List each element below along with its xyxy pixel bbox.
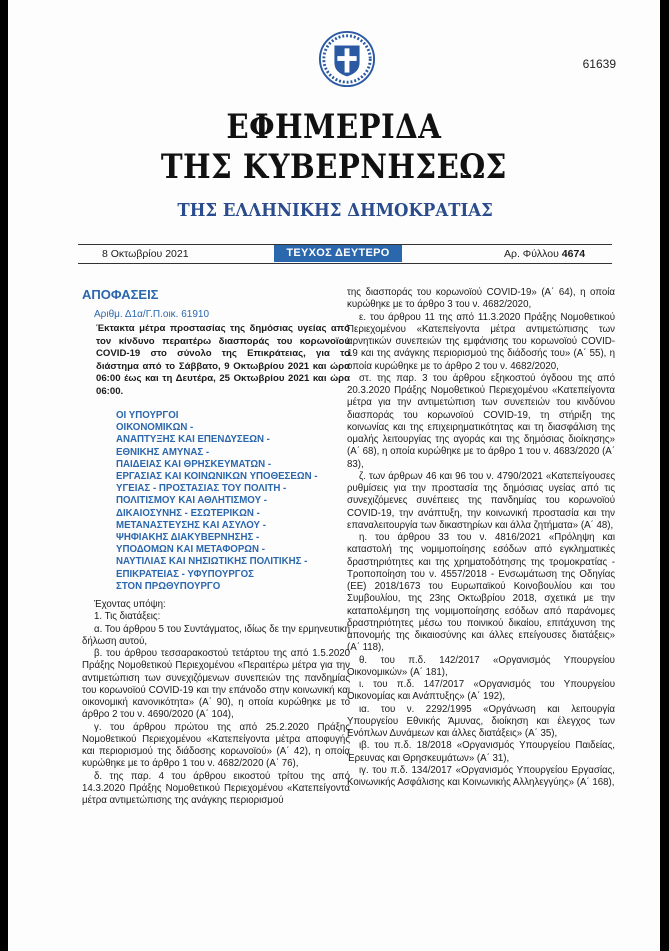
body-paragraph: ζ. των άρθρων 46 και 96 του ν. 4790/2021 «Κατεπείγουσες ρυθμίσεις για την προστασία της δημόσιας υγείας από τις συνεχιζόμενες συνέπειες της πανδημίας του κορωνοϊού COVID-19, την ανάπτυξη, την κοινωνική προστασία και την επαναλειτουργία των δικαστηρίων και άλλα ζητήματα» (Α΄ 48), [347, 470, 615, 531]
minister-line: ΕΘΝΙΚΗΣ ΑΜΥΝΑΣ - [116, 446, 210, 458]
body-paragraph: ια. του ν. 2292/1995 «Οργάνωση και λειτουργία Υπουργείου Εθνικής Άμυνας, διοίκηση και έλεγχος των Ενόπλων Δυνάμεων και άλλες διατάξεις» (Α΄ 35), [347, 703, 615, 739]
issue-label: ΤΕΥΧΟΣ ΔΕΥΤΕΡΟ [274, 245, 402, 262]
masthead-subtitle: ΤΗΣ ΕΛΛΗΝΙΚΗΣ ΔΗΜΟΚΡΑΤΙΑΣ [177, 200, 493, 221]
greek-coat-of-arms-icon [318, 30, 376, 88]
body-paragraph: στ. της παρ. 3 του άρθρου εξηκοστού όγδοου της από 20.3.2020 Πράξης Νομοθετικού Περιεχομένου «Κατεπείγοντα μέτρα για την αντιμετώπιση των συνεπειών του κινδύνου διασποράς του κορωνοϊού COVID-19, τη στήριξη της κοινωνίας και της επιχειρηματικότητας και τη διασφάλιση της ομαλής λειτουργίας της αγοράς και της δημόσιας διοίκησης» (Α΄ 68), η οποία κυρώθηκε με το άρθρο 1 του ν. 4683/2020 (Α΄ 83), [347, 372, 615, 470]
minister-line: ΑΝΑΠΤΥΞΗΣ ΚΑΙ ΕΠΕΝΔΥΣΕΩΝ - [116, 434, 270, 446]
page-number: 61639 [582, 57, 616, 71]
minister-line: ΨΗΦΙΑΚΗΣ ΔΙΑΚΥΒΕΡΝΗΣΗΣ - [116, 532, 260, 544]
issue-date: 8 Οκτωβρίου 2021 [102, 248, 189, 260]
minister-line: ΠΑΙΔΕΙΑΣ ΚΑΙ ΘΡΗΣΚΕΥΜΑΤΩΝ - [116, 458, 272, 470]
minister-line: ΜΕΤΑΝΑΣΤΕΥΣΗΣ ΚΑΙ ΑΣΥΛΟΥ - [116, 519, 266, 531]
section-title: ΑΠΟΦΑΣΕΙΣ [82, 287, 159, 302]
sheet-number [504, 248, 585, 260]
body-paragraph: γ. του άρθρου πρώτου της από 25.2.2020 Πράξης Νομοθετικού Περιεχομένου «Κατεπείγοντα μέτρα αποφυγής και περιορισμού της διάδοσης κορωνοϊού» (Α΄ 42), η οποία κυρώθηκε με το άρθρο 1 του ν. 4682/2020 (Α΄ 76), [82, 721, 350, 770]
minister-line: ΣΤΟΝ ΠΡΩΘΥΠΟΥΡΓΟ [116, 580, 221, 592]
left-column [82, 287, 350, 807]
body-paragraph: Έχοντας υπόψη: [94, 599, 166, 611]
body-paragraph: η. του άρθρου 33 του ν. 4816/2021 «Πρόληψη και καταστολή της νομιμοποίησης εσόδων από εγκληματικές δραστηριότητες και της χρηματοδότησης της τρομοκρατίας - Τροποποίηση του ν. 4557/2018 - Ενσωμάτωση της Οδηγίας (ΕΕ) 2018/1673 του Ευρωπαϊκού Κοινοβουλίου και του Συμβουλίου, της 23ης Οκτωβρίου 2018, σχετικά με την καταπολέμηση της νομιμοποίησης εσόδων από παράνομες δραστηριότητες μέσω του ποινικού δικαίου, επιτάχυνση της απονομής της δικαιοσύνης και άλλες επείγουσες διατάξεις» (Α΄ 118), [347, 532, 615, 654]
minister-line: ΝΑΥΤΙΛΙΑΣ ΚΑΙ ΝΗΣΙΩΤΙΚΗΣ ΠΟΛΙΤΙΚΗΣ - [116, 556, 308, 568]
minister-line: ΟΙΚΟΝΟΜΙΚΩΝ - [116, 422, 194, 434]
masthead-title-line2: ΤΗΣ ΚΥΒΕΡΝΗΣΕΩΣ [160, 147, 507, 187]
right-column [347, 287, 615, 789]
decision-title: Έκτακτα μέτρα προστασίας της δημόσιας υγείας από τον κίνδυνο περαιτέρω διασποράς του κορωνοϊού COVID-19 στο σύνολο της Επικράτειας, για το διάστημα από το Σάββατο, 9 Οκτωβρίου 2021 και ώρα 06:00 έως και τη Δευτέρα, 25 Οκτωβρίου 2021 και ώρα 06:00. [96, 323, 350, 397]
sheet-label: Αρ. Φύλλου [504, 248, 559, 260]
masthead-title-line1: ΕΦΗΜΕΡΙΔΑ [226, 107, 442, 147]
header-bottom-rule [78, 263, 612, 264]
body-paragraph: β. του άρθρου τεσσαρακοστού τετάρτου της από 1.5.2020 Πράξης Νομοθετικού Περιεχομένου «Περαιτέρω μέτρα για την αντιμετώπιση των συνεχιζόμενων συνεπειών της πανδημίας του κορωνοϊού COVID-19 και την επάνοδο στην κοινωνική και οικονομική κανονικότητα» (Α΄ 90), η οποία κυρώθηκε με το άρθρο 2 του ν. 4690/2020 (Α΄ 104), [82, 648, 350, 721]
body-paragraph: α. Του άρθρου 5 του Συντάγματος, ιδίως δε την ερμηνευτική δήλωση αυτού, [82, 623, 350, 647]
body-paragraph: της διασποράς του κορωνοϊού COVID-19» (Α΄ 64), η οποία κυρώθηκε με το άρθρο 3 του ν. 4682/2020, [347, 287, 615, 311]
body-paragraph: ε. του άρθρου 11 της από 11.3.2020 Πράξης Νομοθετικού Περιεχομένου «Κατεπείγοντα μέτρα αντιμετώπισης των αρνητικών συνεπειών της εμφάνισης του κορωνοϊού COVID-19 και της ανάγκης περιορισμού της διάδοσής του» (Α΄ 55), η οποία κυρώθηκε με το άρθρο 2 του ν. 4682/2020, [347, 311, 615, 372]
decision-number: Αριθμ. Δ1α/Γ.Π.οικ. 61910 [94, 309, 210, 320]
body-paragraph: ι. του π.δ. 147/2017 «Οργανισμός του Υπουργείου Οικονομίας και Ανάπτυξης» (Α΄ 192), [347, 679, 615, 703]
minister-line: ΠΟΛΙΤΙΣΜΟΥ ΚΑΙ ΑΘΛΗΤΙΣΜΟΥ - [116, 495, 267, 507]
body-paragraph: ιγ. του π.δ. 134/2017 «Οργανισμός Υπουργείου Εργασίας, Κοινωνικής Ασφάλισης και Κοινωνικής Αλληλεγγύης» (Α΄ 168), [347, 764, 615, 788]
sheet-number-value: 4674 [561, 248, 586, 260]
minister-line: ΟΙ ΥΠΟΥΡΓΟΙ [116, 410, 179, 421]
minister-line: ΕΡΓΑΣΙΑΣ ΚΑΙ ΚΟΙΝΩΝΙΚΩΝ ΥΠΟΘΕΣΕΩΝ - [116, 471, 318, 483]
minister-line: ΥΠΟΔΟΜΩΝ ΚΑΙ ΜΕΤΑΦΟΡΩΝ - [116, 544, 265, 556]
body-paragraph: δ. της παρ. 4 του άρθρου εικοστού τρίτου της από 14.3.2020 Πράξης Νομοθετικού Περιεχομένου «Κατεπείγοντα μέτρα αντιμετώπισης της ανάγκης περιορισμού [82, 770, 350, 807]
gazette-page [8, 0, 660, 951]
ministers-list [82, 410, 350, 593]
body-paragraph: ιβ. του π.δ. 18/2018 «Οργανισμός Υπουργείου Παιδείας, Έρευνας και Θρησκευμάτων» (Α΄ 31), [347, 740, 615, 764]
body-paragraph: θ. του π.δ. 142/2017 «Οργανισμός Υπουργείου Οικονομικών» (Α΄ 181), [347, 654, 615, 678]
minister-line: ΔΙΚΑΙΟΣΥΝΗΣ - ΕΣΩΤΕΡΙΚΩΝ - [116, 507, 260, 519]
body-paragraph: 1. Τις διατάξεις: [94, 611, 161, 623]
minister-line: ΥΓΕΙΑΣ - ΠΡΟΣΤΑΣΙΑΣ ΤΟΥ ΠΟΛΙΤΗ - [116, 483, 287, 495]
minister-line: ΕΠΙΚΡΑΤΕΙΑΣ - ΥΦΥΠΟΥΡΓΟΣ [116, 568, 254, 580]
